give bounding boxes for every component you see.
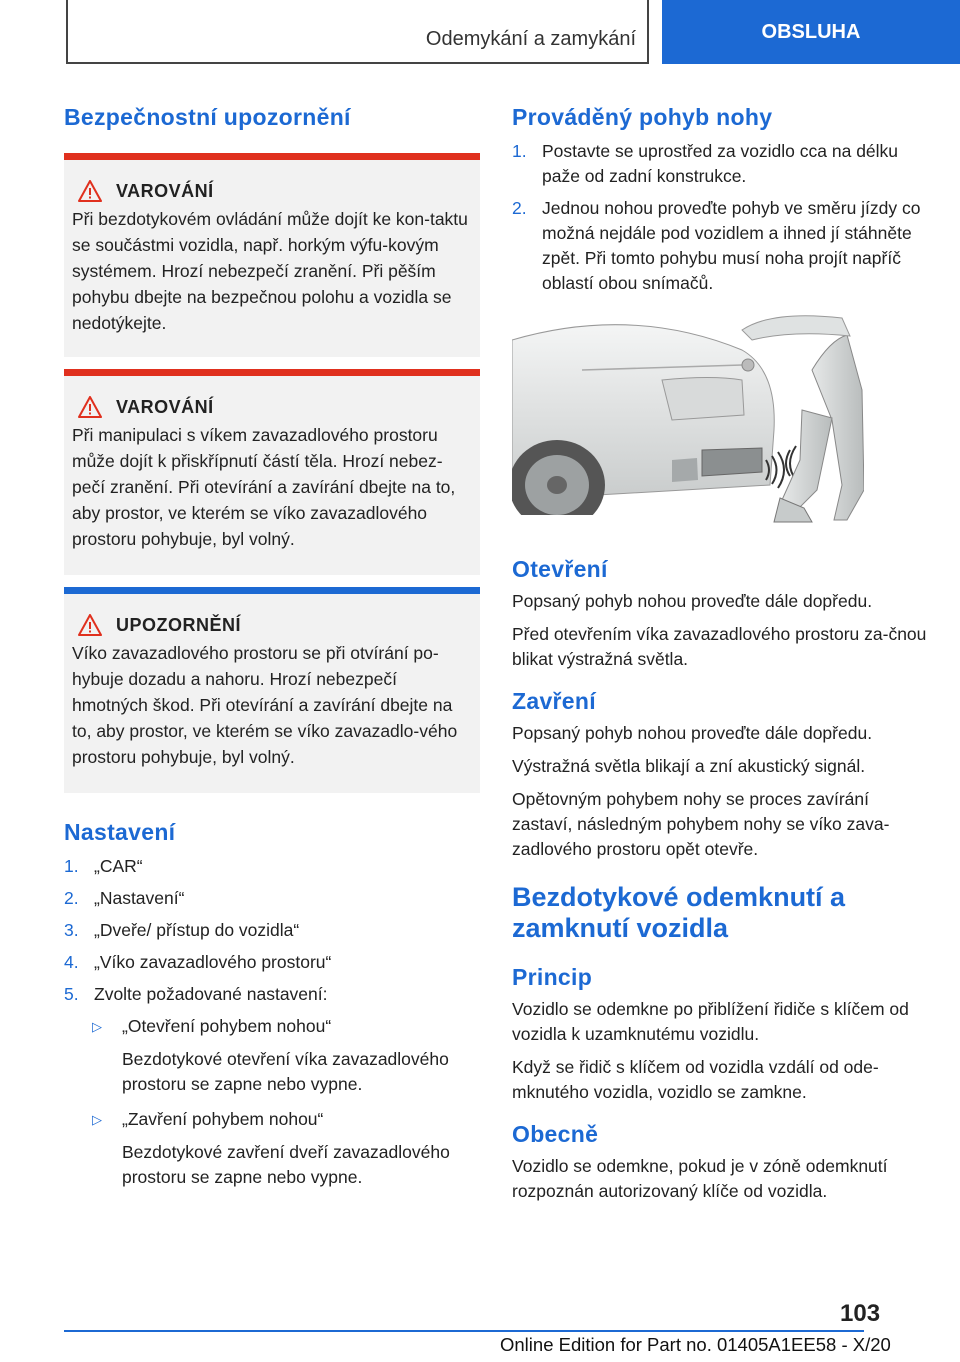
step-text: „CAR“ — [94, 856, 143, 876]
close-text: Popsaný pohyb nohou proveďte dále dopředu. — [512, 723, 873, 743]
step-text: Zvolte požadované nastavení: — [94, 984, 328, 1004]
close-text: Opětovným pohybem nohy se proces zavírání zastaví, následným pohybem nohy se víko zava-zadlového prostoru opět otevře. — [512, 789, 890, 859]
warning-text: Při bezdotykovém ovládání může dojít ke kon-taktu se součástmi vozidla, např. horkým výfu-kovým systémem. Hrozí nebezpečí zranění. Při pěším pohybu dbejte na bezpečnou polohu a vozidla se nedotýkejte. — [72, 209, 468, 333]
header-title: Odemykání a zamykání — [425, 28, 636, 50]
notice-text: Víko zavazadlového prostoru se při otvírání po-hybuje dozadu a nahoru. Hrozí nebezpečí hmotných škod. Při otevírání a zavírání dbejte na to, aby prostor, ve kterém se víko zavazadlo-vého prostoru pohybuje, byl volný. — [72, 643, 458, 767]
general-heading: Obecně — [512, 1121, 599, 1147]
warning-box — [64, 369, 480, 575]
caution-triangle-icon — [78, 614, 102, 636]
list-item — [64, 950, 480, 975]
warning-triangle-icon — [78, 396, 102, 418]
general-text: Vozidlo se odemkne, pokud je v zóně odemknutí rozpoznán autorizovaný klíče od vozidla. — [512, 1156, 888, 1201]
settings-steps — [64, 854, 480, 1007]
list-item — [64, 854, 480, 879]
list-item — [64, 918, 480, 943]
list-item — [512, 139, 932, 189]
step-number: 5. — [64, 984, 79, 1004]
step-number: 2. — [64, 888, 79, 908]
step-number: 3. — [64, 920, 79, 940]
open-text: Před otevřením víka zavazadlového prostoru za-čnou blikat výstražná světla. — [512, 624, 927, 669]
bullet-triangle-icon: ▷ — [92, 1112, 102, 1127]
bullet-triangle-icon: ▷ — [92, 1019, 102, 1034]
close-heading: Zavření — [512, 688, 596, 714]
notice-box — [64, 587, 480, 793]
left-column — [64, 100, 480, 1190]
option-desc: Bezdotykové otevření víka zavazadlového prostoru se zapne nebo vypne. — [122, 1049, 449, 1094]
step-number: 2. — [512, 198, 527, 218]
notice-title: UPOZORNĚNÍ — [116, 614, 242, 635]
step-text: „Víko zavazadlového prostoru“ — [94, 952, 332, 972]
open-heading: Otevření — [512, 556, 608, 582]
motion-steps — [512, 139, 932, 296]
warning-title: VAROVÁNÍ — [116, 396, 214, 417]
option-label: „Zavření pohybem nohou“ — [122, 1109, 324, 1129]
footer-edition: Online Edition for Part no. 01405A1EE58 - X/20 — [500, 1334, 891, 1355]
footer-divider — [64, 1330, 864, 1332]
step-text: „Nastavení“ — [94, 888, 185, 908]
step-text: Postavte se uprostřed za vozidlo cca na délku paže od zadní konstrukce. — [542, 141, 899, 186]
warning-box — [64, 153, 480, 357]
option-item — [92, 1107, 480, 1190]
motion-heading: Prováděný pohyb nohy — [512, 104, 773, 130]
step-text: „Dveře/ přístup do vozidla“ — [94, 920, 300, 940]
warning-triangle-icon — [78, 180, 102, 202]
list-item — [64, 886, 480, 911]
section-tab: OBSLUHA — [662, 0, 960, 64]
close-text: Výstražná světla blikají a zní akustický signál. — [512, 756, 866, 776]
step-number: 1. — [64, 856, 79, 876]
warning-text: Při manipulaci s víkem zavazadlového prostoru může dojít k přiskřípnutí částí těla. Hrozí nebez-pečí zranění. Při otevírání a zavírání dbejte na to, aby prostor, ve kterém se víko zavazadlového prostoru pohybuje, byl volný. — [72, 425, 456, 549]
open-text: Popsaný pohyb nohou proveďte dále dopředu. — [512, 591, 873, 611]
option-desc: Bezdotykové zavření dveří zavazadlového prostoru se zapne nebo vypne. — [122, 1142, 450, 1187]
principle-text: Když se řidič s klíčem od vozidla vzdálí od ode-mknutého vozidla, vozidlo se zamkne. — [512, 1057, 879, 1102]
step-number: 4. — [64, 952, 79, 972]
right-column — [512, 100, 932, 1204]
step-number: 1. — [512, 141, 527, 161]
option-label: „Otevření pohybem nohou“ — [122, 1016, 332, 1036]
list-item — [512, 196, 932, 296]
list-item — [64, 982, 480, 1007]
principle-heading: Princip — [512, 964, 593, 990]
keyless-heading: Bezdotykové odemknutí a zamknutí vozidla — [512, 882, 846, 943]
warning-title: VAROVÁNÍ — [116, 180, 214, 201]
page-number: 103 — [840, 1300, 881, 1327]
principle-text: Vozidlo se odemkne po přiblížení řidiče s klíčem od vozidla k uzamknutému vozidlu. — [512, 999, 909, 1044]
step-text: Jednou nohou proveďte pohyb ve směru jízdy co možná nejdále pod vozidlem a ihned jí stáhněte zpět. Při tomto pohybu musí noha projít napříč oblastí obou snímačů. — [542, 198, 921, 293]
kick-sensor-illustration — [512, 310, 864, 528]
settings-heading: Nastavení — [64, 819, 176, 845]
car-rear-foot-illustration — [512, 310, 864, 528]
option-item — [92, 1014, 480, 1097]
safety-heading: Bezpečnostní upozornění — [64, 104, 351, 130]
